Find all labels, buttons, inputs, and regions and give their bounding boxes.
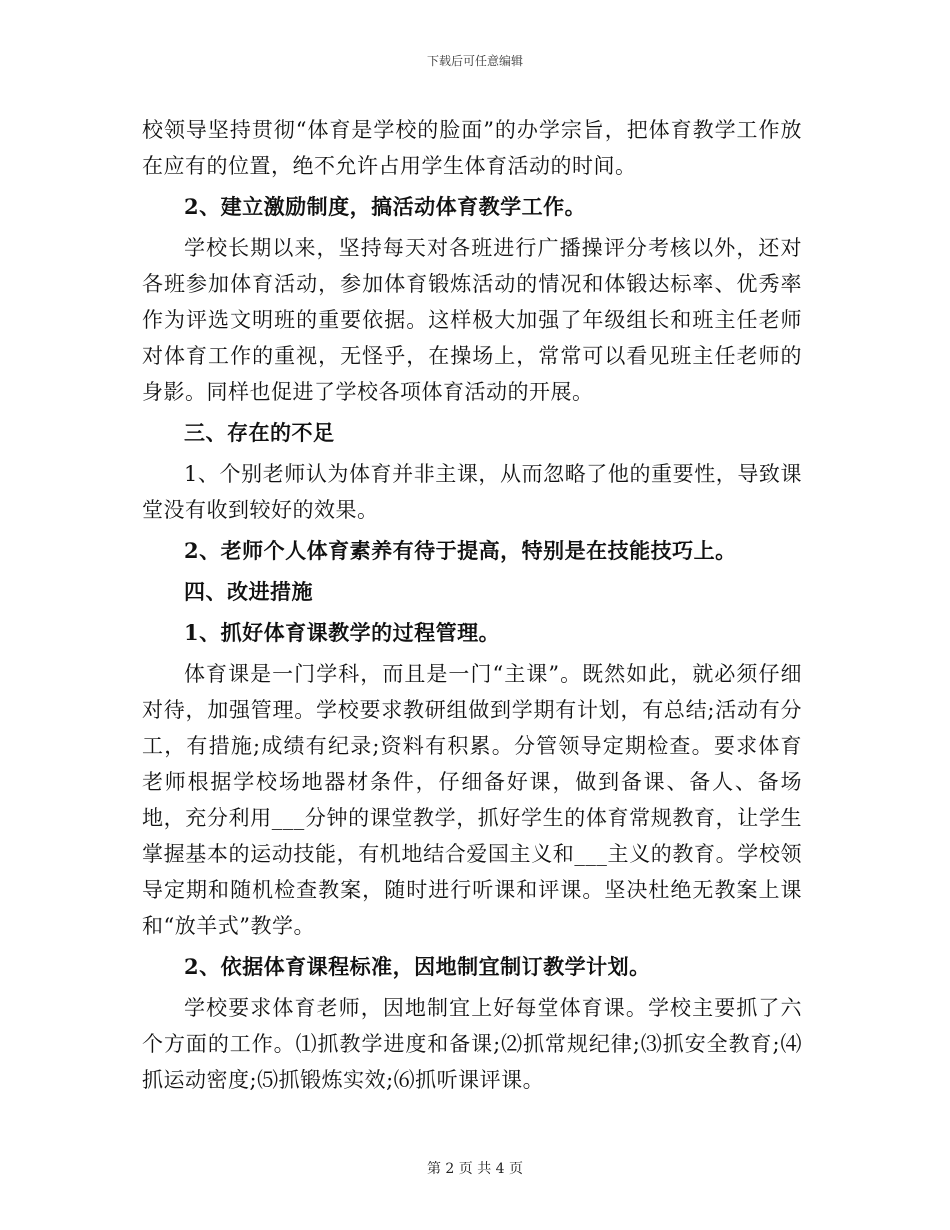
paragraph: 体育课是一门学科，而且是一门“主课”。既然如此，就必须仔细对待，加强管理。学校要求教研组做到学期有计划，有总结;活动有分工，有措施;成绩有纪录;资料有积累。分管领导定期检查。要求体育老师根据学校场地器材条件，仔细备好课，做到备课、备人、备场地，充分利用___分钟的课堂教学，抓好学生的体育常规教育，让学生掌握基本的运动技能，有机地结合爱国主义和___主义的教育。学校领导定期和随机检查教案，随时进行听课和评课。坚决杜绝无教案上课和“放羊式”教学。: [142, 662, 802, 938]
paragraph: 校领导坚持贯彻“体育是学校的脸面”的办学宗旨，把体育教学工作放在应有的位置，绝不允许占用学生体育活动的时间。: [142, 118, 802, 178]
section-heading: 四、改进措施: [184, 579, 313, 604]
paragraph: 学校长期以来，坚持每天对各班进行广播操评分考核以外，还对各班参加体育活动，参加体育锻炼活动的情况和体锻达标率、优秀率作为评选文明班的重要依据。这样极大加强了年级组长和班主任老师对体育工作的重视，无怪乎，在操场上，常常可以看见班主任老师的身影。同样也促进了学校各项体育活动的开展。: [142, 236, 802, 404]
section-heading: 2、依据体育课程标准，因地制宜制订教学计划。: [184, 954, 651, 979]
section-heading: 2、建立激励制度，搞活动体育教学工作。: [184, 194, 587, 219]
page-footer: 第 2 页 共 4 页: [426, 1161, 524, 1177]
paragraph: 学校要求体育老师，因地制宜上好每堂体育课。学校主要抓了六个方面的工作。⑴抓教学进度和备课;⑵抓常规纪律;⑶抓安全教育;⑷抓运动密度;⑸抓锻炼实效;⑹抓听课评课。: [142, 996, 802, 1092]
section-heading: 2、老师个人体育素养有待于提高，特别是在技能技巧上。: [184, 538, 737, 563]
document-body: [142, 112, 802, 1103]
section-heading: 1、抓好体育课教学的过程管理。: [184, 620, 501, 645]
page-header: 下载后可任意编辑: [426, 54, 523, 68]
paragraph: 1、个别老师认为体育并非主课，从而忽略了他的重要性，导致课堂没有收到较好的效果。: [142, 462, 802, 522]
section-heading: 三、存在的不足: [184, 420, 335, 445]
